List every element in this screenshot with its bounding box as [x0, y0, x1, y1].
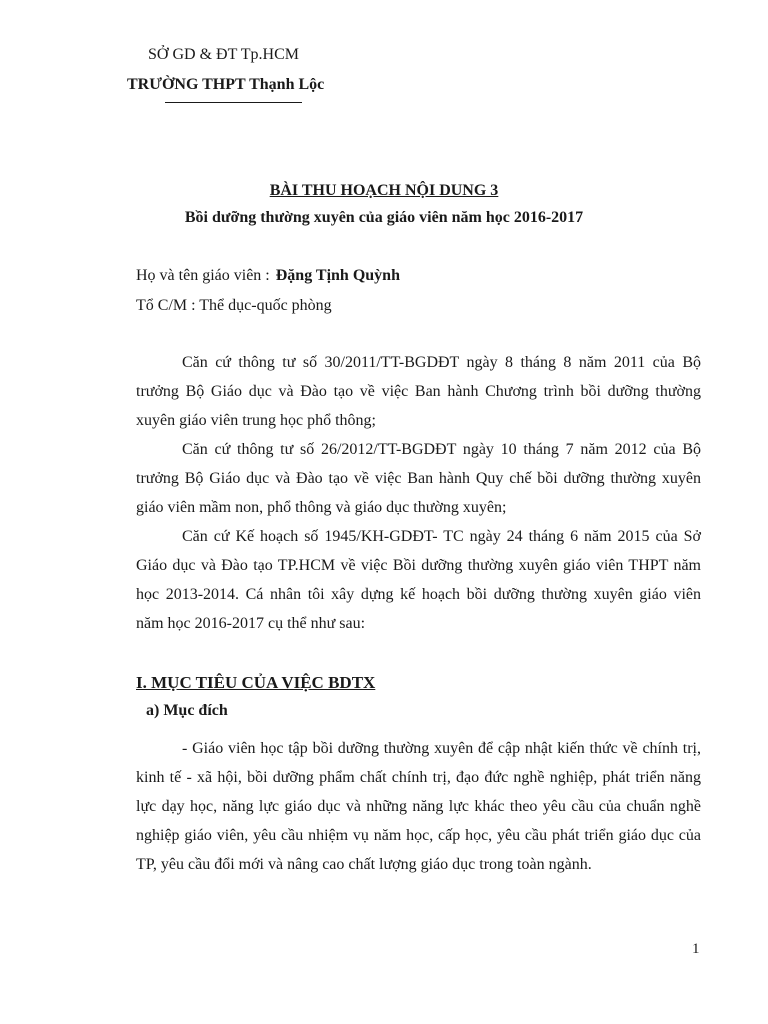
paragraph-2 — [136, 435, 701, 522]
paragraph-line: - Giáo viên học tập bồi dưỡng thường xuyên để cập nhật kiến thức về chính trị, — [182, 740, 701, 757]
section-paragraph — [136, 734, 701, 879]
subsection-heading: a) Mục đích — [146, 702, 228, 719]
group-line: Tổ C/M : Thể dục-quốc phòng — [136, 297, 332, 314]
paragraph-line: Căn cứ Kế hoạch số 1945/KH-GDĐT- TC ngày 24 tháng 6 năm 2015 của Sở — [182, 528, 701, 545]
paragraph-line: Giáo dục và Đào tạo TP.HCM về việc Bồi dưỡng thường xuyên giáo viên THPT năm — [136, 557, 701, 574]
section-heading: I. MỤC TIÊU CỦA VIỆC BDTX — [136, 673, 376, 692]
school-name: TRƯỜNG THPT Thạnh Lộc — [127, 76, 325, 93]
paragraph-line: học 2013-2014. Cá nhân tôi xây dựng kế hoạch bồi dưỡng thường xuyên giáo viên — [136, 586, 701, 603]
paragraph-line: năm học 2016-2017 cụ thể như sau: — [136, 615, 366, 632]
paragraph-line: Căn cứ thông tư số 26/2012/TT-BGDĐT ngày 10 tháng 7 năm 2012 của Bộ — [182, 441, 701, 458]
page-number: 1 — [692, 941, 700, 957]
paragraph-line: kinh tế - xã hội, bồi dưỡng phẩm chất chính trị, đạo đức nghề nghiệp, phát triển năng — [136, 769, 701, 786]
paragraph-3 — [136, 522, 701, 638]
teacher-name: Đặng Tịnh Quỳnh — [275, 267, 400, 284]
teacher-line — [136, 267, 400, 285]
header-divider — [165, 102, 302, 103]
paragraph-line: TP, yêu cầu đổi mới và nâng cao chất lượng giáo dục trong toàn ngành. — [136, 856, 592, 873]
paragraph-line: nghiệp giáo viên, yêu cầu nhiệm vụ năm học, cấp học, yêu cầu phát triển giáo dục của — [136, 827, 701, 844]
paragraph-line: xuyên giáo viên trung học phổ thông; — [136, 412, 376, 429]
paragraph-line: trưởng Bộ Giáo dục và Đào tạo về việc Ban hành Quy chế bồi dưỡng thường xuyên — [136, 470, 701, 487]
document-title-text: BÀI THU HOẠCH NỘI DUNG 3 — [269, 182, 499, 199]
paragraph-1 — [136, 348, 701, 435]
document-title — [0, 182, 768, 200]
paragraph-line: lực dạy học, năng lực giáo dục và những năng lực khác theo yêu cầu của chuẩn nghề — [136, 798, 701, 815]
document-subtitle: Bồi dưỡng thường xuyên của giáo viên năm học 2016-2017 — [184, 209, 584, 226]
teacher-label: Họ và tên giáo viên : — [136, 267, 270, 284]
paragraph-line: trưởng Bộ Giáo dục và Đào tạo về việc Ban hành Chương trình bồi dưỡng thường — [136, 383, 701, 400]
department-name: SỞ GD & ĐT Tp.HCM — [148, 46, 299, 63]
paragraph-line: Căn cứ thông tư số 30/2011/TT-BGDĐT ngày 8 tháng 8 năm 2011 của Bộ — [182, 354, 701, 371]
paragraph-line: giáo viên mầm non, phổ thông và giáo dục thường xuyên; — [136, 499, 507, 516]
